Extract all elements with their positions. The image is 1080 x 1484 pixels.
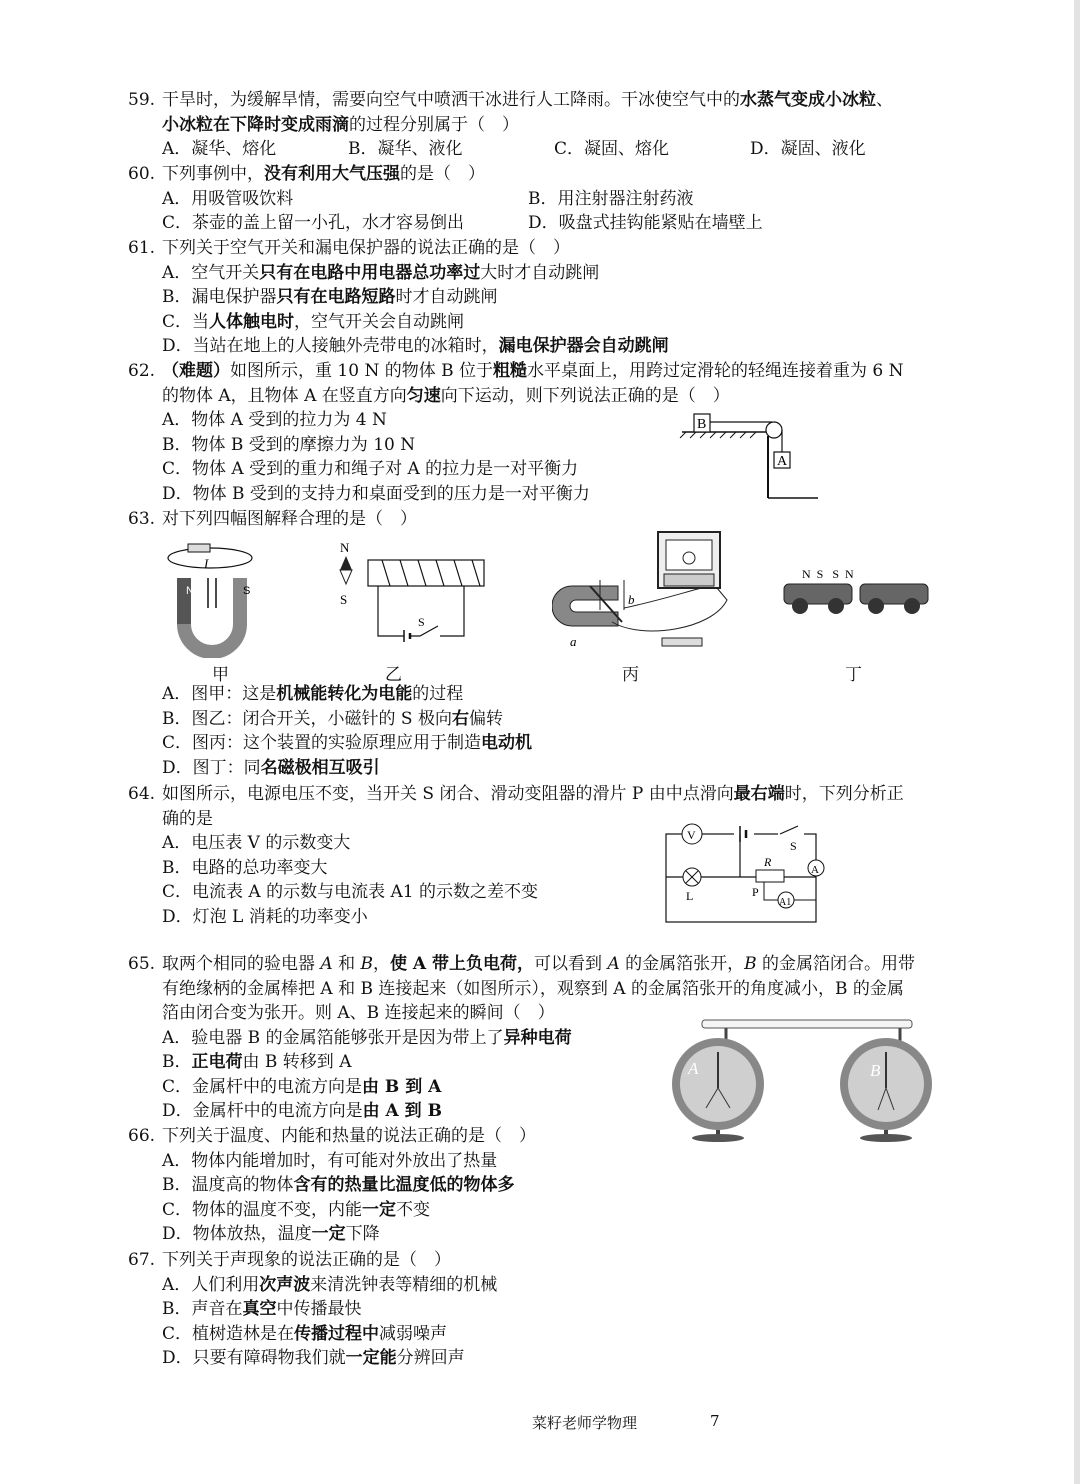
svg-text:A: A [811,864,819,876]
option-b: B．用注射器注射药液 [528,188,694,209]
stem-text: 的过程分别属于（ ） [349,114,519,135]
svg-text:P: P [752,885,759,899]
option-a: A．人们利用次声波来清洗钟表等精细的机械 [162,1274,498,1295]
question-66: 66. 下列关于温度、内能和热量的说法正确的是（ ） A．物体内能增加时，有可能对外放出了热量 B．温度高的物体含有的热量比温度低的物体多 C．物体的温度不变，内能一定不变 D．物体放热，温度一定下降 [128,1124,984,1247]
option-d: D．当站在地上的人接触外壳带电的冰箱时，漏电保护器会自动跳闸 [162,336,669,356]
option-d: D．物体 B 受到的支持力和桌面受到的压力是一对平衡力 [162,483,590,504]
page-number: 7 [710,1412,720,1430]
option-a: A．验电器 B 的金属箔能够张开是因为带上了异种电荷 [162,1027,572,1048]
option-b: B．凝华、液化 [348,139,463,159]
svg-text:a: a [570,634,577,649]
option-a: A．物体 A 受到的拉力为 4 N [162,410,387,430]
svg-text:B: B [870,1061,881,1080]
option-d: D．只要有障碍物我们就一定能分辨回声 [162,1348,465,1368]
option-a: A．凝华、熔化 [162,139,277,159]
stem-text: 下列关于空气开关和漏电保护器的说法正确的是（ ） [162,238,570,258]
stem-emphasis: 没有利用大气压强 [264,164,400,184]
svg-text:S: S [418,615,425,629]
question-number: 67. [128,1250,156,1270]
option-b: B．电路的总功率变大 [162,857,328,878]
caption-yi: 乙 [385,665,402,685]
svg-text:R: R [764,855,772,869]
option-c: C．植树造林是在传播过程中减弱噪声 [162,1323,448,1344]
pulley-figure [676,408,826,504]
svg-text:S: S [790,839,797,853]
question-60 [128,162,984,236]
option-a: A．物体内能增加时，有可能对外放出了热量 [162,1150,498,1171]
option-b: B．温度高的物体含有的热量比温度低的物体多 [162,1175,515,1195]
caption-jia: 甲 [212,665,229,685]
svg-text:A1: A1 [779,897,792,908]
caption-bing: 丙 [622,665,639,685]
svg-text:S: S [243,585,251,597]
option-b: B．漏电保护器只有在电路短路时才自动跳闸 [162,287,498,307]
option-c: C．金属杆中的电流方向是由 B 到 A [162,1076,442,1097]
option-c: C．物体的温度不变，内能一定不变 [162,1199,431,1220]
question-61 [128,236,984,359]
svg-text:N: N [186,585,194,597]
option-d: D．物体放热，温度一定下降 [162,1224,380,1244]
question-63: 63. 对下列四幅图解释合理的是（ ） [128,507,984,532]
svg-text:I: I [204,556,209,571]
block-b-label: B [697,417,707,432]
question-63-options [128,682,984,780]
difficulty-tag: （难题） [162,361,230,381]
stem-emphasis: 小冰粒在下降时变成雨滴 [162,114,349,135]
option-d: D．图丁：同名磁极相互吸引 [162,757,380,778]
stem-emphasis: 水蒸气变成小冰粒 [740,90,876,110]
option-b: B．声音在真空中传播最快 [162,1299,362,1319]
option-c: C．当人体触电时，空气开关会自动跳闸 [162,311,465,332]
question-67: 67. 下列关于声现象的说法正确的是（ ） A．人们利用次声波来清洗钟表等精细的机械 B．声音在真空中传播最快 C．植树造林是在传播过程中减弱噪声 D．只要有障碍物我们就一定能分辨回声 [128,1248,984,1371]
question-number: 59. [128,90,156,110]
option-a: A．图甲：这是机械能转化为电能的过程 [162,684,464,704]
svg-text:N S S N: N S S N [802,567,854,581]
svg-text:A: A [688,1059,699,1078]
magnet-cars-figure [780,564,936,618]
page-edge [1074,0,1080,1484]
option-c: C．电流表 A 的示数与电流表 A1 的示数之差不变 [162,882,538,902]
solenoid-figure [334,538,494,642]
question-number: 64. [128,784,156,804]
option-c: C．凝固、熔化 [554,139,670,159]
question-number: 66. [128,1126,156,1146]
stem-text: 下列事例中， [162,164,264,184]
stem-text: 、 [876,90,893,110]
question-64: 64. 如图所示，电源电压不变，当开关 S 闭合、滑动变阻器的滑片 P 由中点滑向最右端时，下列分析正 确的是 A．电压表 V 的示数变大 B．电路的总功率变大 C．电流表 A 的示数与电流表 A1 的示数之差不变 D．灯泡 L 消耗的功率变小 [128,782,984,929]
question-62: 62. （难题）如图所示，重 10 N 的物体 B 位于粗糙水平桌面上，用跨过定滑轮的轻绳连接着重为 6 N 的物体 A，且物体 A 在竖直方向匀速向下运动，则下列说法正确的是（ ） A．物体 A 受到的拉力为 4 N B．物体 B 受到的摩擦力为 10 N C．物体 A 受到的重力和绳子对 A 的拉力是一对平衡力 D．物体 B 受到的支持力和桌面受到的压力是一对平衡力 [128,359,984,506]
question-number: 61. [128,238,156,258]
option-b: B．物体 B 受到的摩擦力为 10 N [162,434,416,455]
option-a: A．电压表 V 的示数变大 [162,833,351,853]
option-d: D．凝固、液化 [750,139,866,159]
caption-ding: 丁 [845,665,862,685]
option-d: D．金属杆中的电流方向是由 A 到 B [162,1101,442,1121]
question-number: 63. [128,509,156,529]
svg-text:L: L [686,889,694,903]
option-d: D．灯泡 L 消耗的功率变小 [162,906,368,927]
question-59 [128,88,984,162]
option-d: D．吸盘式挂钩能紧贴在墙壁上 [528,213,763,233]
svg-text:N: N [340,540,350,555]
option-c: C．茶壶的盖上留一小孔，水才容易倒出 [162,213,465,233]
question-number: 60. [128,164,156,184]
svg-text:S: S [340,592,348,607]
horseshoe-magnet-figure [160,538,260,658]
svg-text:V: V [687,828,696,842]
option-a: A．空气开关只有在电路中用电器总功率过大时才自动跳闸 [162,262,600,283]
option-a: A．用吸管吸饮料 [162,188,294,209]
question-65: 65. 取两个相同的验电器 A 和 B，使 A 带上负电荷，可以看到 A 的金属箔张开，B 的金属箔闭合。用带 有绝缘柄的金属棒把 A 和 B 连接起来（如图所示），观察到 A 的金属箔张开的角度减小，B 的金属 箔由闭合变为张开。则 A、B 连接起来的瞬间（ ） A．验电器 B 的金属箔能够张开是因为带上了异种电荷 B．正电荷由 B 转移到 A C．金属杆中的电流方向是由 B 到 A D．金属杆中的电流方向是由 A 到 B [128,952,984,1124]
option-c: C．图丙：这个装置的实验原理应用于制造电动机 [162,733,533,753]
block-a-label: A [777,454,788,469]
option-c: C．物体 A 受到的重力和绳子对 A 的拉力是一对平衡力 [162,459,579,479]
stem-text: 干旱时，为缓解旱情，需要向空气中喷洒干冰进行人工降雨。干冰使空气中的 [162,90,740,110]
stem-text: 的是（ ） [400,164,485,184]
circuit-figure [660,822,830,926]
option-b: B．图乙：闭合开关，小磁针的 S 极向右偏转 [162,708,503,729]
galvanometer-figure [552,530,742,654]
question-number: 65. [128,954,156,974]
question-number: 62. [128,361,156,381]
svg-text:b: b [628,592,635,607]
option-b: B．正电荷由 B 转移到 A [162,1052,352,1072]
footer-author: 菜籽老师学物理 [532,1414,638,1432]
